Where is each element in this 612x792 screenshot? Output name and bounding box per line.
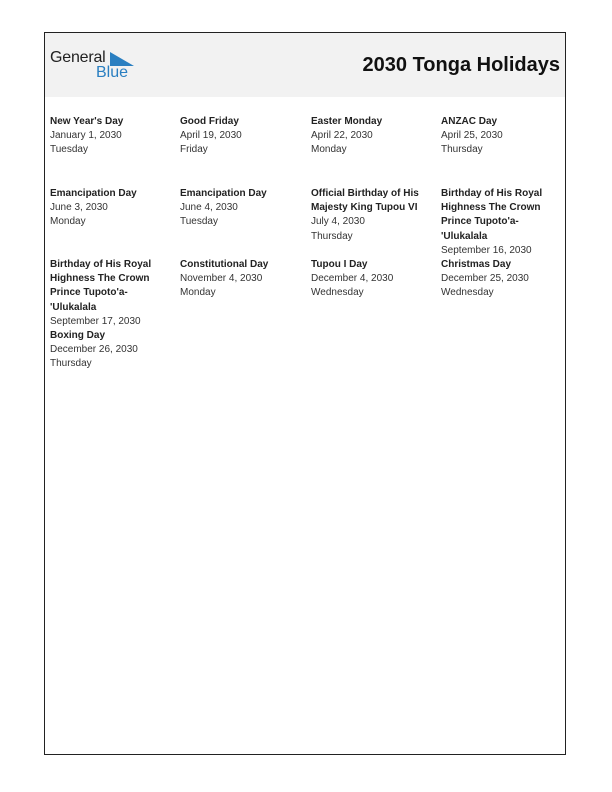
holiday-date: September 16, 2030 <box>441 244 532 256</box>
holiday-weekday: Monday <box>50 216 86 228</box>
holiday-item <box>441 258 566 301</box>
holiday-weekday: Friday <box>180 144 208 156</box>
holiday-name: Tupou I Day <box>311 259 368 270</box>
logo-text-general: General <box>50 49 106 66</box>
holiday-weekday: Wednesday <box>311 287 364 299</box>
holiday-item <box>180 187 305 230</box>
holiday-name: Birthday of His Royal <box>441 188 543 199</box>
holiday-name: Constitutional Day <box>180 259 269 270</box>
page-title: 2030 Tonga Holidays <box>362 54 560 76</box>
holiday-date: April 25, 2030 <box>441 130 503 142</box>
holiday-name: 'Ulukalala <box>50 301 97 313</box>
holiday-item <box>180 258 305 301</box>
holiday-weekday: Thursday <box>441 144 483 156</box>
holiday-date: June 3, 2030 <box>50 202 108 214</box>
holiday-weekday: Wednesday <box>441 287 494 299</box>
holiday-name: New Year's Day <box>50 116 124 127</box>
holiday-name: ANZAC Day <box>441 116 498 127</box>
holiday-name: Prince Tupoto'a- <box>441 216 519 228</box>
holiday-name: Emancipation Day <box>180 188 267 199</box>
holiday-weekday: Tuesday <box>180 216 218 228</box>
holiday-weekday: Monday <box>311 144 347 156</box>
holiday-item <box>311 258 436 301</box>
holiday-name: Birthday of His Royal <box>50 259 152 270</box>
holiday-item <box>311 115 436 158</box>
holiday-name: Boxing Day <box>50 330 106 341</box>
holiday-date: November 4, 2030 <box>180 273 263 285</box>
holiday-name: Highness The Crown <box>441 202 541 214</box>
holiday-name: Christmas Day <box>441 259 512 270</box>
holiday-name: Easter Monday <box>311 116 383 127</box>
holiday-item <box>50 187 175 230</box>
holiday-item <box>50 115 175 158</box>
logo-text-blue: Blue <box>96 64 129 81</box>
holiday-date: September 17, 2030 <box>50 315 141 327</box>
holiday-item <box>441 187 566 258</box>
holiday-date: April 19, 2030 <box>180 130 242 142</box>
holiday-name: Prince Tupoto'a- <box>50 287 128 299</box>
holiday-item <box>180 115 305 158</box>
holiday-name: Highness The Crown <box>50 273 150 285</box>
holiday-date: June 4, 2030 <box>180 202 238 214</box>
holiday-item <box>441 115 566 158</box>
holiday-name: Majesty King Tupou VI <box>311 202 418 214</box>
holiday-date: December 25, 2030 <box>441 273 529 285</box>
holiday-weekday: Thursday <box>311 230 353 242</box>
holiday-name: Emancipation Day <box>50 188 137 199</box>
holiday-item <box>50 258 175 329</box>
holiday-date: December 26, 2030 <box>50 344 138 356</box>
holiday-item <box>50 329 175 372</box>
header-band <box>45 33 565 97</box>
holiday-weekday: Tuesday <box>50 144 88 156</box>
holiday-date: July 4, 2030 <box>311 216 365 228</box>
holiday-name: Good Friday <box>180 116 239 127</box>
holiday-weekday: Thursday <box>50 358 92 370</box>
holiday-item <box>311 187 436 244</box>
holiday-weekday: Monday <box>180 287 216 299</box>
holiday-date: December 4, 2030 <box>311 273 394 285</box>
holiday-date: April 22, 2030 <box>311 130 373 142</box>
holiday-name: Official Birthday of His <box>311 188 419 199</box>
holiday-name: 'Ulukalala <box>441 230 488 242</box>
generalblue-logo <box>50 49 140 83</box>
holiday-date: January 1, 2030 <box>50 130 122 142</box>
